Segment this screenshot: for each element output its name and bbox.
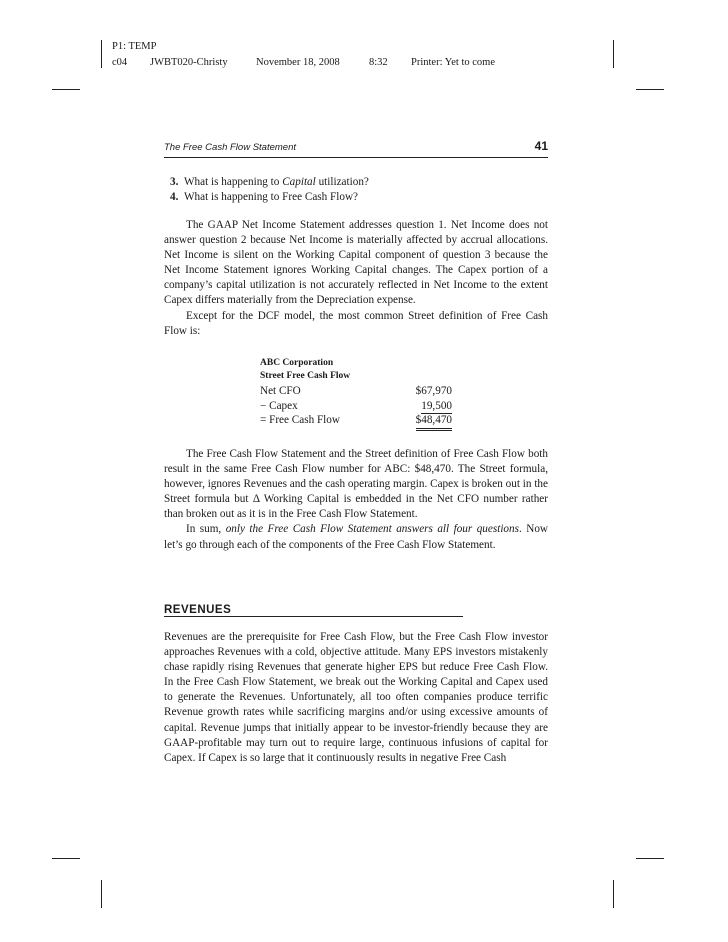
row-label: Net CFO — [260, 385, 301, 397]
table-row — [260, 384, 452, 399]
intro-paragraphs — [164, 218, 548, 339]
crop-mark-top-left-horizontal — [52, 89, 80, 90]
slug-chapter: c04 — [112, 57, 128, 68]
crop-mark-top-right-vertical — [613, 40, 614, 68]
row-label: = Free Cash Flow — [260, 414, 340, 426]
slug-date: November 18, 2008 — [256, 57, 340, 68]
section-heading — [164, 600, 463, 617]
paragraph: In sum, only the Free Cash Flow Statement answers all four questions. Now let’s go through each of the components of the Free Cash Flow Statement. — [164, 523, 548, 551]
paragraph: The Free Cash Flow Statement and the Street definition of Free Cash Flow both result in the same Free Cash Flow number for ABC: $48,470. The Street formula, however, ignores Revenues and the cash operating margin. Capex is broken out in the Street formula but Δ Working Capital is embedded in the Net CFO number rather than broken out as it is in the Free Cash Flow Statement. — [164, 448, 548, 521]
crop-mark-bottom-left-vertical — [101, 880, 102, 908]
running-head-title: The Free Cash Flow Statement — [164, 142, 296, 153]
row-value: $67,970 — [415, 385, 452, 397]
table-row — [260, 399, 452, 414]
crop-mark-bottom-left-horizontal — [52, 858, 80, 859]
slug-time: 8:32 — [369, 57, 388, 68]
list-item-number: 4. — [170, 190, 179, 203]
row-value: $48,470 — [416, 413, 452, 431]
running-head — [164, 141, 548, 158]
revenues-paragraph — [164, 630, 548, 766]
table-row — [260, 413, 452, 428]
question-list — [170, 175, 369, 205]
page-number: 41 — [534, 139, 548, 153]
row-value: 19,500 — [421, 399, 452, 415]
list-item: 4. What is happening to Free Cash Flow? — [170, 190, 358, 203]
row-label: − Capex — [260, 399, 298, 412]
comparison-paragraphs — [164, 447, 548, 553]
street-fcf-table — [260, 357, 452, 428]
slug-line-1: P1: TEMP — [112, 41, 157, 52]
list-item-number: 3. — [170, 176, 179, 188]
slug-job: JWBT020-Christy — [150, 57, 228, 68]
table-title: ABC Corporation — [260, 358, 334, 368]
crop-mark-top-right-horizontal — [636, 89, 664, 90]
crop-mark-bottom-right-horizontal — [636, 858, 664, 859]
paragraph: The GAAP Net Income Statement addresses question 1. Net Income does not answer question 2 because Net Income is materially affected by accrual allocations. Net Income is silent on the Working Capital component of question 3 because the Net Income Statement ignores Working Capital changes. The Capex portion of a company’s capital utilization is not accurately reflected in Net Income to the extent Capex differs materially from the Depreciation expense. — [164, 219, 548, 307]
paragraph: Except for the DCF model, the most common Street definition of Free Cash Flow is: — [164, 309, 548, 337]
crop-mark-bottom-right-vertical — [613, 880, 614, 908]
paragraph: Revenues are the prerequisite for Free Cash Flow, but the Free Cash Flow investor approaches Revenues with a cold, objective attitude. Many EPS investors mistakenly chase rapidly rising Revenues that generate higher EPS but reduce Free Cash Flow. In the Free Cash Flow Statement, we break out the Working Capital and Capex used to generate the Revenues. Unfortunately, all too often companies produce terrific Revenue growth rates while sacrificing margins and/or using excessive amounts of capital. Revenue jumps that initially appear to be investor-friendly because they are GAAP-profitable may turn out to require large, continuous infusions of capital for Capex. If Capex is so large that it continuously results in negative Free Cash — [164, 631, 548, 764]
list-item: 3. What is happening to Capital utilization? — [170, 176, 369, 188]
slug-printer: Printer: Yet to come — [411, 57, 495, 68]
section-heading-text: REVENUES — [164, 604, 232, 616]
table-subtitle: Street Free Cash Flow — [260, 371, 351, 381]
crop-mark-top-left-vertical — [101, 40, 102, 68]
